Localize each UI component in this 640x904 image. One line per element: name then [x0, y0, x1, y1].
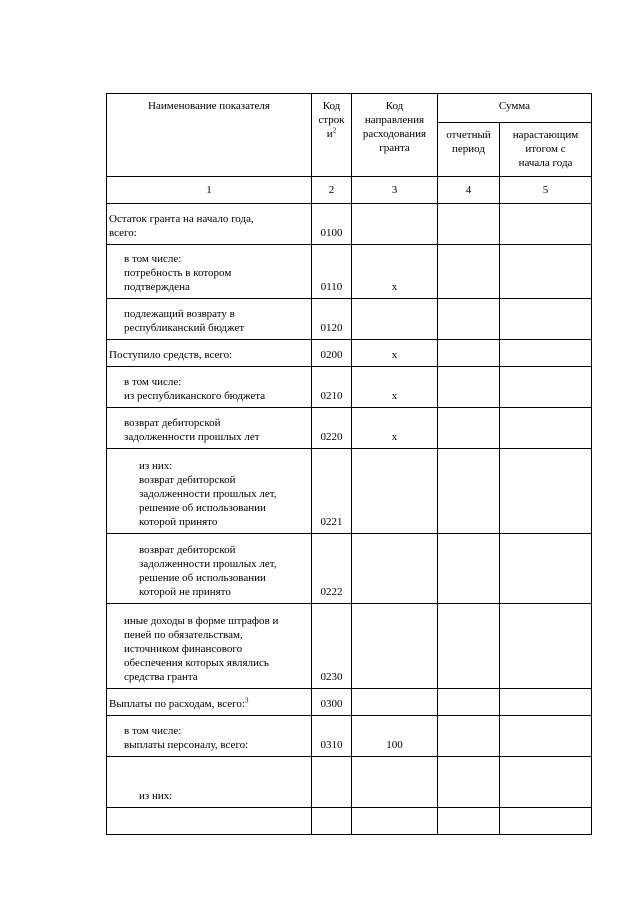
amount-cumulative-cell: [500, 299, 592, 340]
indicator-name-text: потребность в котором: [124, 267, 232, 279]
amount-period-cell: [438, 449, 500, 534]
amount-cumulative-cell: [500, 808, 592, 835]
header-code-line-1: Код: [322, 100, 341, 112]
row-code-cell: 0120: [312, 299, 352, 340]
indicator-name-line: [124, 280, 309, 294]
table-row: [107, 299, 592, 340]
table-row: [107, 204, 592, 245]
amount-period-cell: [438, 716, 500, 757]
direction-code-cell: x: [352, 367, 438, 408]
table-row: [107, 534, 592, 604]
indicator-name-line: [139, 515, 309, 529]
row-code-cell: 0300: [312, 689, 352, 716]
row-code-cell: 0200: [312, 340, 352, 367]
indicator-name-line: [124, 375, 309, 389]
header-direction-line-2: направления: [364, 114, 425, 126]
amount-cumulative-cell: [500, 245, 592, 299]
table-row: [107, 449, 592, 534]
indicator-name-cell: [107, 245, 312, 299]
header-direction-line-1: Код: [385, 100, 404, 112]
amount-cumulative-cell: [500, 604, 592, 689]
indicator-name-line: [124, 628, 309, 642]
table-row: [107, 408, 592, 449]
indicator-name-line: [109, 348, 309, 362]
direction-code-cell: [352, 204, 438, 245]
amount-cumulative-cell: [500, 757, 592, 808]
header-code-line-2: строк: [318, 114, 345, 126]
indicator-name-line: [124, 307, 309, 321]
indicator-name-text: задолженности прошлых лет,: [139, 558, 277, 570]
report-table: [106, 93, 592, 835]
direction-code-cell: [352, 534, 438, 604]
direction-code-cell: [352, 757, 438, 808]
indicator-name-cell: [107, 716, 312, 757]
column-number: 2: [312, 177, 352, 204]
amount-cumulative-cell: [500, 340, 592, 367]
indicator-name-line: [139, 501, 309, 515]
row-code-cell: 0310: [312, 716, 352, 757]
indicator-name-line: [124, 614, 309, 628]
footnote-3-marker: 3: [244, 696, 249, 705]
column-number: 1: [107, 177, 312, 204]
direction-code-cell: 100: [352, 716, 438, 757]
indicator-name-text: в том числе:: [124, 253, 182, 265]
indicator-name-text: которой не принято: [139, 586, 231, 598]
header-period-line-2: период: [452, 143, 485, 155]
table-row: [107, 367, 592, 408]
header-cumulative-line-3: начала года: [518, 157, 573, 169]
direction-code-cell: [352, 808, 438, 835]
indicator-name-text: обеспечения которых являлись: [124, 657, 269, 669]
amount-period-cell: [438, 604, 500, 689]
indicator-name-line: [124, 670, 309, 684]
direction-code-cell: x: [352, 245, 438, 299]
indicator-name-text: решение об использовании: [139, 572, 266, 584]
header-name-cell: [107, 94, 312, 177]
direction-code-cell: [352, 604, 438, 689]
column-number: 5: [500, 177, 592, 204]
indicator-name-cell: [107, 534, 312, 604]
row-code-cell: 0230: [312, 604, 352, 689]
amount-cumulative-cell: [500, 367, 592, 408]
direction-code-cell: x: [352, 408, 438, 449]
indicator-name-line: [139, 585, 309, 599]
indicator-name-cell: [107, 604, 312, 689]
amount-cumulative-cell: [500, 689, 592, 716]
header-period-cell: [438, 123, 500, 177]
amount-period-cell: [438, 245, 500, 299]
amount-cumulative-cell: [500, 716, 592, 757]
indicator-name-cell: [107, 299, 312, 340]
indicator-name-line: [109, 226, 309, 240]
column-number: 3: [352, 177, 438, 204]
table-row: [107, 808, 592, 835]
indicator-name-text: Поступило средств, всего:: [109, 349, 233, 361]
indicator-name-cell: [107, 204, 312, 245]
header-code-line-3: [314, 127, 349, 141]
indicator-name-text: республиканский бюджет: [124, 322, 245, 334]
header-code-line-3-text: и: [326, 128, 333, 140]
amount-cumulative-cell: [500, 408, 592, 449]
header-cumulative-line-1: нарастающим: [512, 129, 579, 141]
row-code-cell: 0210: [312, 367, 352, 408]
header-name: Наименование показателя: [148, 100, 270, 112]
amount-period-cell: [438, 808, 500, 835]
indicator-name-text: из них:: [139, 460, 173, 472]
indicator-name-text: выплаты персоналу, всего:: [124, 739, 249, 751]
row-code-cell: 0221: [312, 449, 352, 534]
column-number-row: [107, 177, 592, 204]
indicator-name-text: средства гранта: [124, 671, 198, 683]
header-row-1: [107, 94, 592, 123]
indicator-name-text: из них:: [139, 790, 173, 802]
row-code-cell: 0222: [312, 534, 352, 604]
indicator-name-text: из республиканского бюджета: [124, 390, 266, 402]
indicator-name-cell: [107, 689, 312, 716]
amount-period-cell: [438, 689, 500, 716]
indicator-name-text: всего:: [109, 227, 137, 239]
indicator-name-line: [139, 487, 309, 501]
indicator-name-text: решение об использовании: [139, 502, 266, 514]
indicator-name-line: [109, 697, 309, 711]
indicator-name-text: возврат дебиторской: [139, 544, 236, 556]
amount-cumulative-cell: [500, 534, 592, 604]
table-row: [107, 340, 592, 367]
indicator-name-line: [124, 266, 309, 280]
amount-period-cell: [438, 204, 500, 245]
table-row: [107, 689, 592, 716]
indicator-name-text: источником финансового: [124, 643, 243, 655]
indicator-name-cell: [107, 449, 312, 534]
table-row: [107, 757, 592, 808]
indicator-name-text: задолженности прошлых лет: [124, 431, 260, 443]
indicator-name-text: в том числе:: [124, 376, 182, 388]
indicator-name-line: [124, 724, 309, 738]
indicator-name-text: Остаток гранта на начало года,: [109, 213, 254, 225]
row-code-cell: [312, 808, 352, 835]
indicator-name-text: в том числе:: [124, 725, 182, 737]
indicator-name-cell: [107, 808, 312, 835]
amount-period-cell: [438, 757, 500, 808]
indicator-name-line: [139, 543, 309, 557]
header-sum: Сумма: [498, 100, 531, 112]
indicator-name-line: [124, 389, 309, 403]
direction-code-cell: [352, 449, 438, 534]
indicator-name-line: [139, 459, 309, 473]
indicator-name-text: иные доходы в форме штрафов и: [124, 615, 279, 627]
indicator-name-line: [124, 642, 309, 656]
indicator-name-text: задолженности прошлых лет,: [139, 488, 277, 500]
indicator-name-text: возврат дебиторской: [139, 474, 236, 486]
table-row: [107, 716, 592, 757]
header-code-cell: [312, 94, 352, 177]
indicator-name-line: [139, 789, 309, 803]
direction-code-cell: [352, 299, 438, 340]
header-direction-line-4: гранта: [379, 142, 410, 154]
indicator-name-line: [124, 321, 309, 335]
indicator-name-line: [124, 738, 309, 752]
row-code-cell: 0110: [312, 245, 352, 299]
header-direction-line-3: расходования: [362, 128, 427, 140]
header-cumulative-cell: [500, 123, 592, 177]
indicator-name-cell: [107, 757, 312, 808]
amount-period-cell: [438, 340, 500, 367]
indicator-name-line: [139, 473, 309, 487]
row-code-cell: [312, 757, 352, 808]
amount-cumulative-cell: [500, 449, 592, 534]
indicator-name-cell: [107, 340, 312, 367]
row-code-cell: 0100: [312, 204, 352, 245]
indicator-name-line: [139, 571, 309, 585]
indicator-name-cell: [107, 367, 312, 408]
header-sum-cell: [438, 94, 592, 123]
indicator-name-text: подтверждена: [124, 281, 190, 293]
indicator-name-text: которой принято: [139, 516, 218, 528]
amount-cumulative-cell: [500, 204, 592, 245]
indicator-name-text: подлежащий возврату в: [124, 308, 235, 320]
column-number: 4: [438, 177, 500, 204]
indicator-name-line: [124, 430, 309, 444]
direction-code-cell: x: [352, 340, 438, 367]
amount-period-cell: [438, 534, 500, 604]
header-cumulative-line-2: итогом с: [525, 143, 566, 155]
amount-period-cell: [438, 408, 500, 449]
direction-code-cell: [352, 689, 438, 716]
indicator-name-line: [124, 252, 309, 266]
amount-period-cell: [438, 299, 500, 340]
indicator-name-cell: [107, 408, 312, 449]
indicator-name-line: [139, 557, 309, 571]
indicator-name-line: [124, 656, 309, 670]
table-row: [107, 604, 592, 689]
indicator-name-line: [124, 416, 309, 430]
indicator-name-text: Выплаты по расходам, всего:: [109, 698, 245, 710]
row-code-cell: 0220: [312, 408, 352, 449]
indicator-name-text: пеней по обязательствам,: [124, 629, 243, 641]
header-period-line-1: отчетный: [446, 129, 491, 141]
indicator-name-line: [109, 212, 309, 226]
amount-period-cell: [438, 367, 500, 408]
table-row: [107, 245, 592, 299]
header-direction-cell: [352, 94, 438, 177]
indicator-name-text: возврат дебиторской: [124, 417, 221, 429]
footnote-2-marker: 2: [332, 126, 337, 135]
